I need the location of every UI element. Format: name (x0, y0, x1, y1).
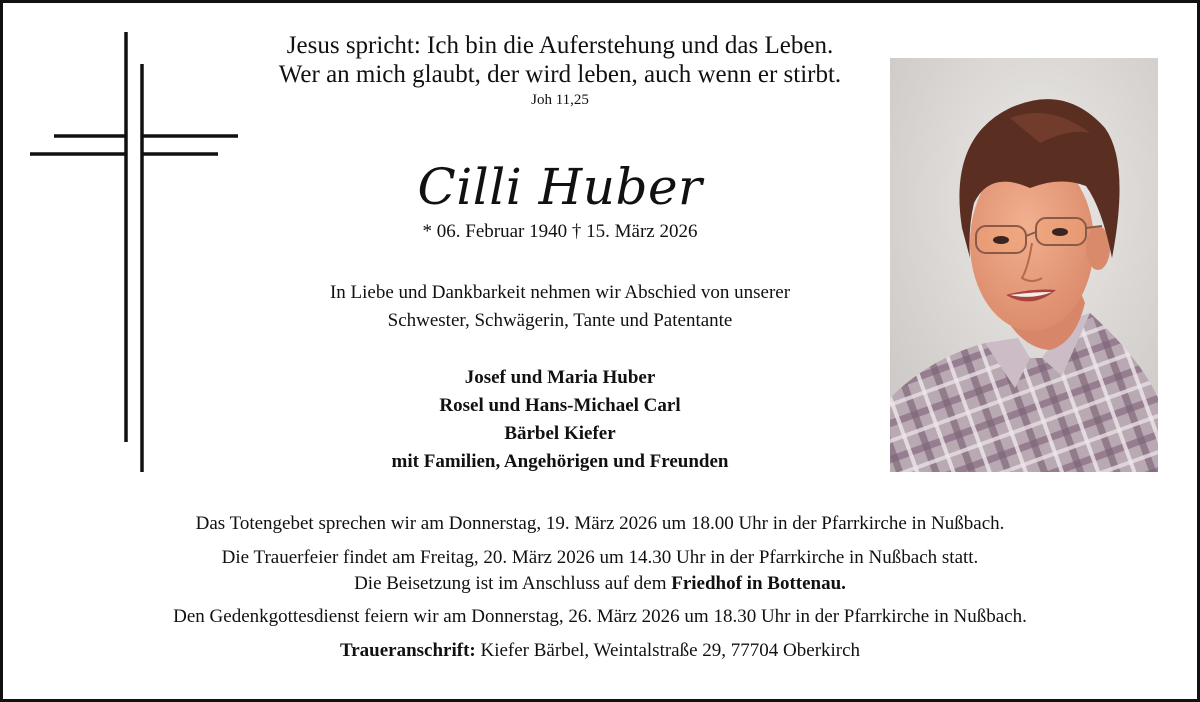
verse-line-2: Wer an mich glaubt, der wird leben, auch wenn er stirbt. (278, 61, 842, 88)
mourning-address (60, 639, 1140, 663)
memorial-info: Den Gedenkgottesdienst feiern wir am Donnerstag, 26. März 2026 um 18.30 Uhr in der Pfarrkirche in Nußbach. (173, 606, 1027, 627)
bible-verse (240, 31, 880, 89)
mourners-list (240, 364, 880, 476)
mourner-name: Rosel und Hans-Michael Carl (439, 395, 681, 416)
deceased-name: Cilli Huber (417, 158, 703, 216)
address-value: Kiefer Bärbel, Weintalstraße 29, 77704 Oberkirch (475, 640, 861, 661)
cross-icon (30, 32, 240, 474)
verse-line-1: Jesus spricht: Ich bin die Auferstehung und das Leben. (286, 32, 834, 59)
verse-reference: Joh 11,25 (531, 92, 589, 108)
mourner-name: mit Familien, Angehörigen und Freunden (391, 451, 729, 472)
funeral-info: Die Trauerfeier findet am Freitag, 20. März 2026 um 14.30 Uhr in der Pfarrkirche in Nußbach statt. (221, 547, 979, 568)
portrait-photo (890, 58, 1158, 472)
address-label: Traueranschrift: (339, 640, 476, 661)
rosary-info: Das Totengebet sprechen wir am Donnerstag, 19. März 2026 um 18.00 Uhr in der Pfarrkirche in Nußbach. (195, 513, 1005, 534)
farewell-line-1: In Liebe und Dankbarkeit nehmen wir Abschied von unserer (329, 282, 791, 303)
mourner-name: Bärbel Kiefer (504, 423, 616, 444)
burial-text: Die Beisetzung ist im Anschluss auf dem (354, 573, 672, 594)
burial-place: Friedhof in Bottenau. (671, 573, 846, 594)
farewell-line-2: Schwester, Schwägerin, Tante und Patentante (387, 310, 733, 331)
farewell-text (240, 279, 880, 335)
mourner-name: Josef und Maria Huber (464, 367, 656, 388)
burial-info (60, 572, 1140, 596)
life-dates: * 06. Februar 1940 † 15. März 2026 (422, 221, 698, 242)
